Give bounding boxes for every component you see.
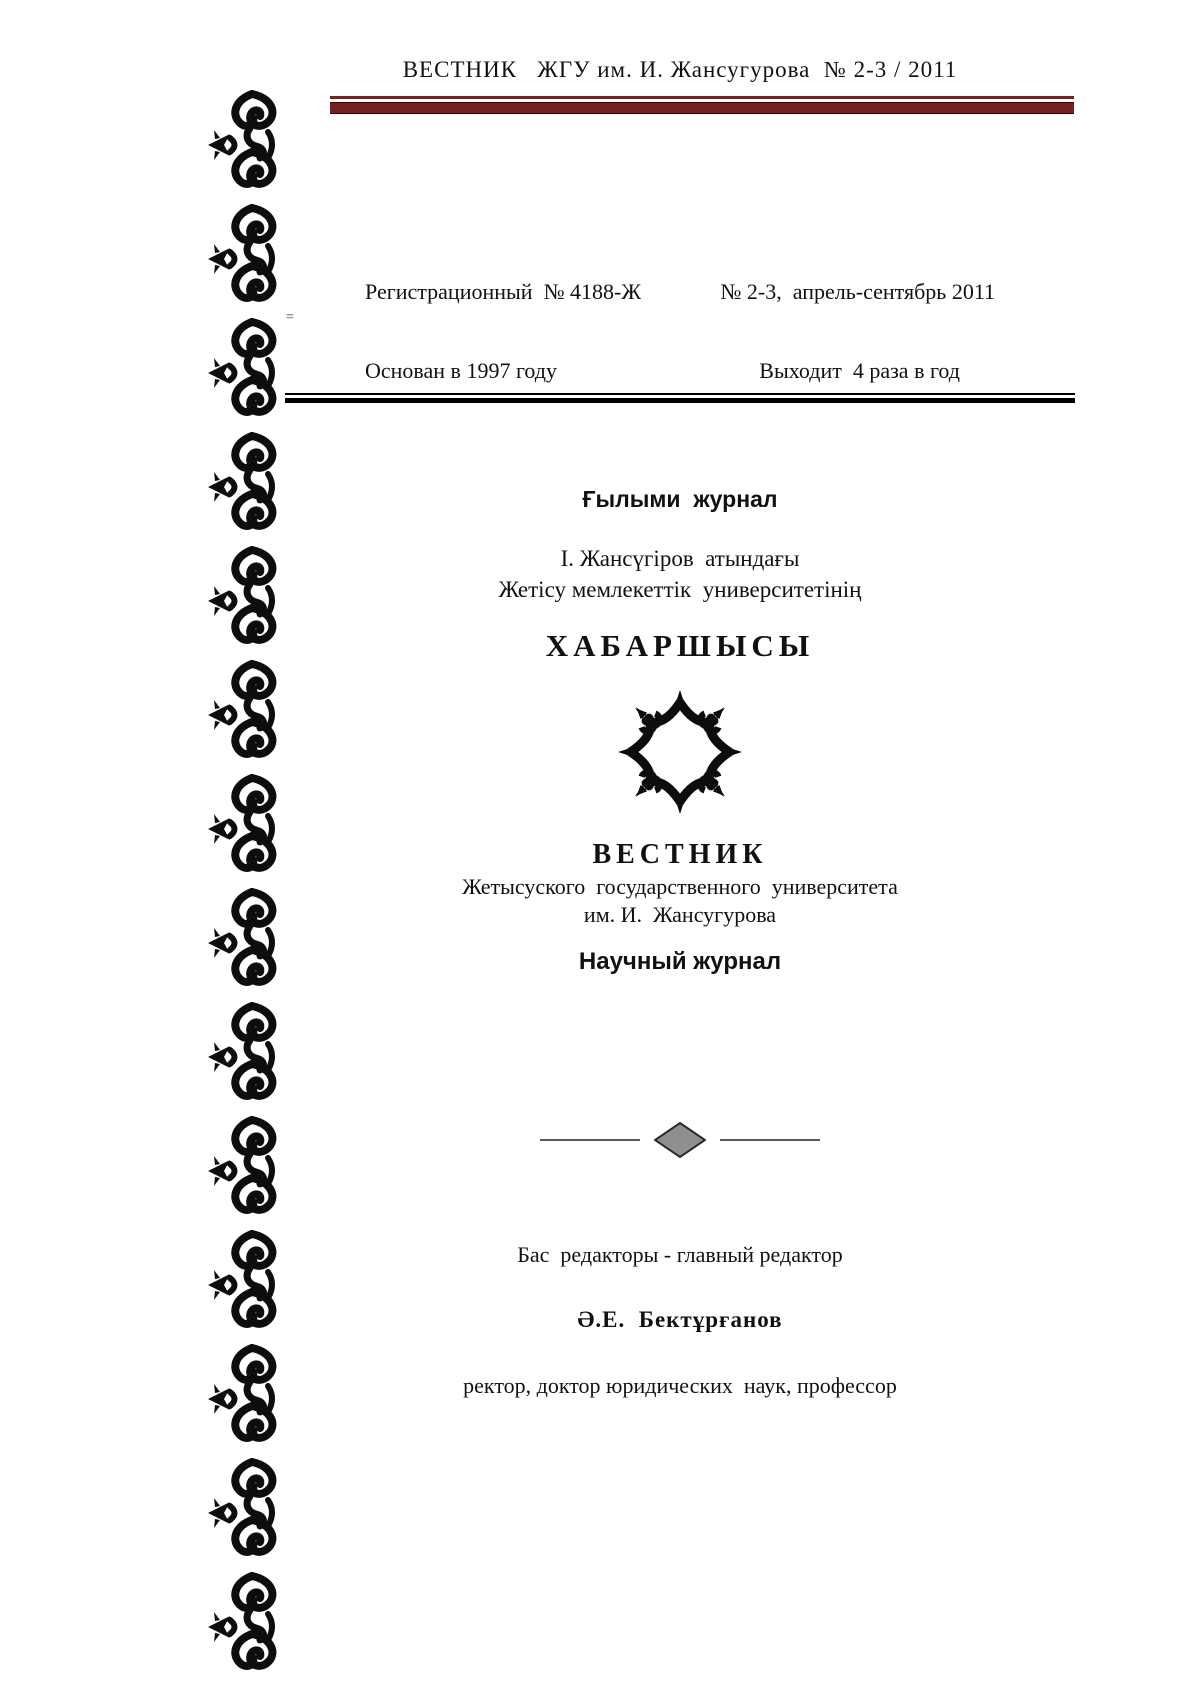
russian-named-after: им. И. Жансугурова	[583, 902, 777, 927]
kazakh-university-name: Жетісу мемлекеттік университетінің	[498, 577, 862, 602]
founded-row	[285, 358, 1075, 384]
registration-row	[285, 279, 1075, 305]
kazakh-journal-title: ХАБАРШЫСЫ	[545, 628, 815, 663]
editor-heading: Бас редакторы - главный редактор	[517, 1242, 843, 1267]
editor-name: Ә.Е. Бектұрғанов	[577, 1307, 783, 1332]
russian-journal-title: ВЕСТНИК	[592, 839, 768, 870]
publication-frequency: Выходит 4 раза в год	[759, 358, 960, 383]
double-rule-divider	[285, 393, 1075, 403]
kazakh-ornament-border-icon	[206, 88, 286, 1684]
russian-journal-type: Научный журнал	[578, 948, 782, 975]
editor-title: ректор, доктор юридических наук, профессор	[463, 1373, 897, 1398]
kazakh-journal-type: Ғылыми журнал	[582, 486, 778, 512]
founded-year: Основан в 1997 году	[365, 358, 557, 383]
kazakh-named-after: І. Жансүгіров атындағы	[560, 546, 800, 571]
issue-number: № 2-3, апрель-сентябрь 2011	[720, 279, 995, 304]
page-header-title: ВЕСТНИК ЖГУ им. И. Жансугурова № 2-3 / 2011	[402, 57, 958, 82]
registration-number: Регистрационный № 4188-Ж	[365, 279, 642, 304]
header-accent-rule	[330, 96, 1074, 114]
scan-mark: =	[286, 310, 294, 325]
diamond-divider-icon	[285, 1122, 1075, 1158]
kazakh-ornament-emblem-icon	[285, 688, 1075, 821]
russian-university-name: Жетысуского государственного университета	[462, 874, 898, 899]
